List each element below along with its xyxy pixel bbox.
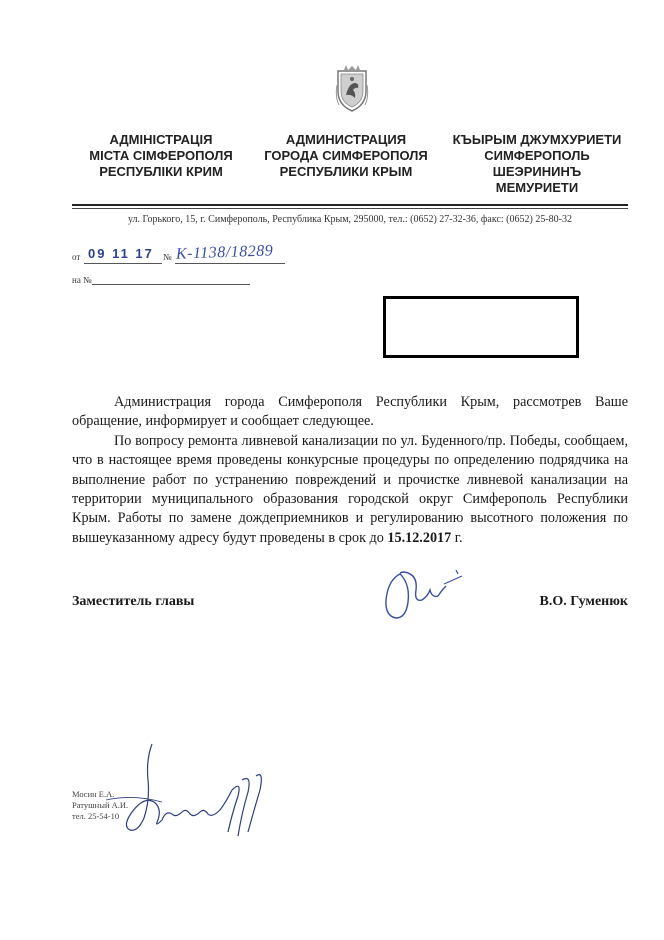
ref-incoming-underline xyxy=(92,284,250,285)
ref-number-value: К-1138/18289 xyxy=(175,242,274,263)
body-paragraph-2-text: По вопросу ремонта ливневой канализации по ул. Буденного/пр. Победы, сообщаем, что в настоящее время проведены конкурсные процедуры по определению подрядчика на выполнение работ по устранению повреждений и прочистке ливневой канализации на территории муниципального образования городской округ Симферополь Республики Крым. Работы по замене дождеприемников и регулированию высотного положения по вышеуказанному адресу будут проведены в срок до xyxy=(72,432,628,546)
header-divider-thin xyxy=(72,208,628,209)
handwritten-signature-icon xyxy=(378,560,468,630)
ref-number-underline xyxy=(175,263,285,264)
header-line: КЪЫРЫМ ДЖУМХУРИЕТИ xyxy=(452,132,622,147)
header-ukrainian xyxy=(72,132,250,180)
ref-date-value: 09 11 17 xyxy=(88,246,154,261)
header-line: АДМІНІСТРАЦІЯ xyxy=(109,132,213,147)
header-line: ГОРОДА СИМФЕРОПОЛЯ xyxy=(264,148,428,163)
header-divider xyxy=(72,204,628,206)
executor-line: Мосин Е.А. xyxy=(72,789,115,799)
letter-body xyxy=(72,393,628,548)
executor-line: Ратушный А.И. xyxy=(72,800,129,810)
body-paragraph-2-end: г. xyxy=(451,529,463,546)
header-line: МЕМУРИЕТИ xyxy=(495,180,579,195)
ref-date-underline xyxy=(84,263,162,264)
body-paragraph-1: Администрация города Симферополя Республики Крым, рассмотрев Ваше обращение, информирует и сообщает следующее. xyxy=(72,394,628,430)
redacted-addressee-box xyxy=(383,296,579,358)
header-crimean-tatar xyxy=(440,132,634,196)
ref-number-label: № xyxy=(163,252,172,262)
signatory-name: В.О. Гуменюк xyxy=(539,594,628,609)
header-line: АДМИНИСТРАЦИЯ xyxy=(285,132,407,147)
executor-info xyxy=(72,789,128,822)
header-line: РЕСПУБЛИКИ КРЫМ xyxy=(279,164,413,179)
header-line: МІСТА СІМФЕРОПОЛЯ xyxy=(89,148,233,163)
address-line: ул. Горького, 15, г. Симферополь, Республика Крым, 295000, тел.: (0652) 27-32-36, факс: (0652) 25-80-32 xyxy=(127,214,572,225)
ref-incoming-label: на № xyxy=(72,275,92,285)
body-paragraph-2 xyxy=(72,432,628,548)
ref-date-label: от xyxy=(72,252,81,262)
coat-of-arms-icon xyxy=(329,61,375,113)
header-line: ШЕЭРИНИНЪ xyxy=(492,164,582,179)
signatory-title: Заместитель главы xyxy=(72,594,195,609)
executor-phone: тел. 25-54-10 xyxy=(72,811,120,821)
header-russian xyxy=(252,132,440,180)
header-line: СИМФЕРОПОЛЬ xyxy=(484,148,590,163)
deadline-date: 15.12.2017 xyxy=(387,529,452,546)
header-line: РЕСПУБЛІКИ КРИМ xyxy=(99,164,223,179)
